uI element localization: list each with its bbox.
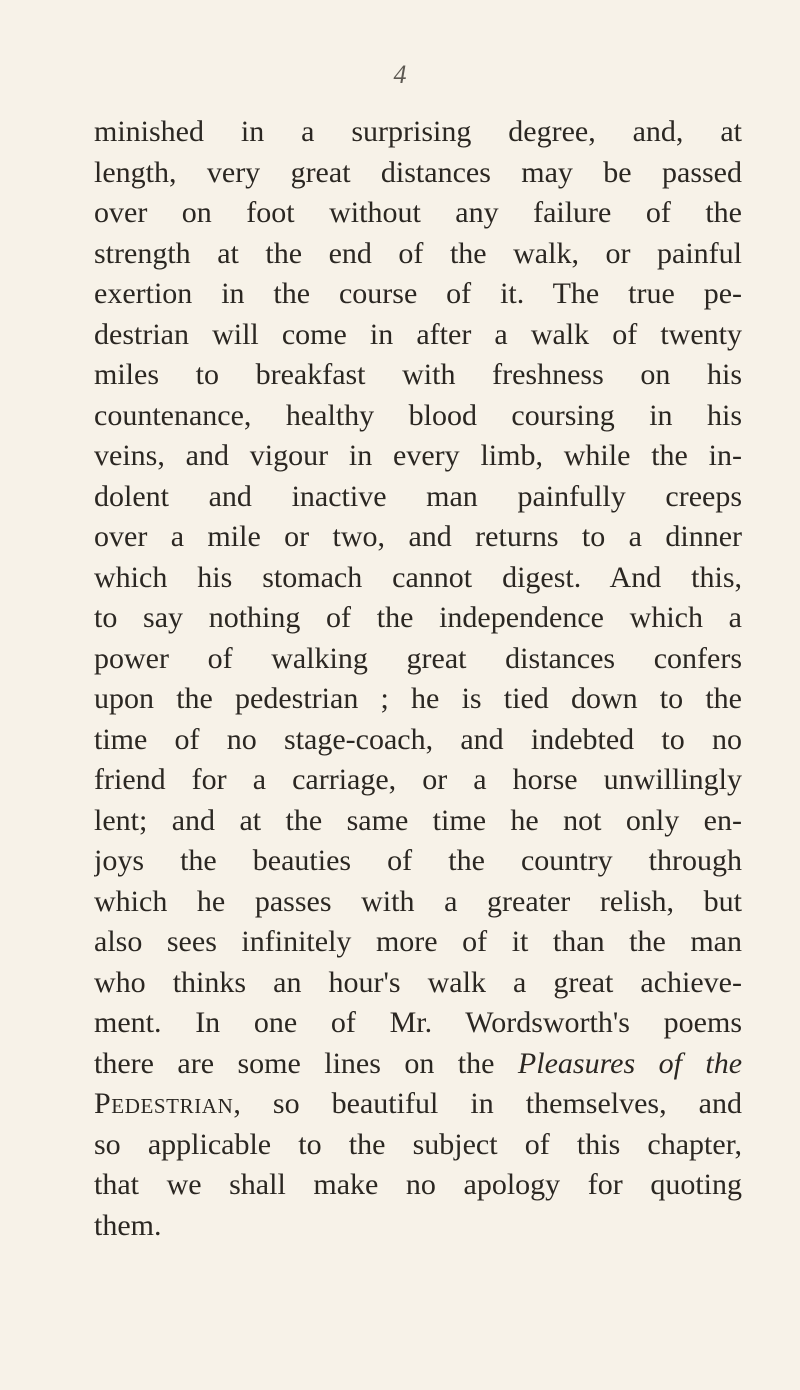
text-line: joys the beauties of the country through bbox=[94, 844, 742, 877]
text-line: time of no stage-coach, and indebted to no bbox=[94, 722, 742, 756]
text-line: upon the pedestrian ; he is tied down to the bbox=[94, 682, 742, 715]
text-line: so applicable to the subject of this chapter, bbox=[94, 1127, 742, 1161]
body-text bbox=[94, 112, 742, 1246]
text-line: length, very great distances may be passed bbox=[94, 155, 742, 189]
text-line: also sees infinitely more of it than the man bbox=[94, 925, 742, 958]
text-line: destrian will come in after a walk of twenty bbox=[94, 317, 742, 351]
text-line: veins, and vigour in every limb, while the in- bbox=[94, 439, 742, 472]
text-line: which he passes with a greater relish, but bbox=[94, 884, 742, 918]
text-line: ment. In one of Mr. Wordsworth's poems bbox=[94, 1006, 742, 1039]
text-line: dolent and inactive man painfully creeps bbox=[94, 479, 742, 513]
text-line: lent; and at the same time he not only en- bbox=[94, 803, 742, 837]
smallcaps-word: Pedestrian bbox=[94, 1087, 234, 1120]
text-line-with-italic-title bbox=[94, 1044, 742, 1085]
text-line: friend for a carriage, or a horse unwillingly bbox=[94, 763, 742, 796]
text-line-with-smallcaps bbox=[94, 1084, 742, 1125]
text-line: minished in a surprising degree, and, at bbox=[94, 115, 742, 148]
text-segment: there are some lines on the bbox=[94, 1046, 518, 1080]
text-line: miles to breakfast with freshness on his bbox=[94, 358, 742, 391]
text-line: that we shall make no apology for quoting bbox=[94, 1168, 742, 1201]
page-number: 4 bbox=[393, 60, 407, 89]
text-line: strength at the end of the walk, or painful bbox=[94, 236, 742, 270]
italic-title-fragment: Pleasures of the bbox=[517, 1046, 742, 1080]
text-line: who thinks an hour's walk a great achieve- bbox=[94, 965, 742, 999]
text-line: countenance, healthy blood coursing in his bbox=[94, 398, 742, 432]
text-segment: , so beautiful in themselves, and bbox=[233, 1087, 742, 1120]
text-line: which his stomach cannot digest. And this, bbox=[94, 560, 742, 594]
text-line: exertion in the course of it. The true pe- bbox=[94, 277, 742, 310]
text-line: over a mile or two, and returns to a dinner bbox=[94, 520, 742, 553]
final-text-line: them. bbox=[94, 1208, 162, 1242]
text-line: over on foot without any failure of the bbox=[94, 196, 742, 229]
text-line: to say nothing of the independence which a bbox=[94, 601, 742, 634]
text-line: power of walking great distances confers bbox=[94, 641, 742, 675]
